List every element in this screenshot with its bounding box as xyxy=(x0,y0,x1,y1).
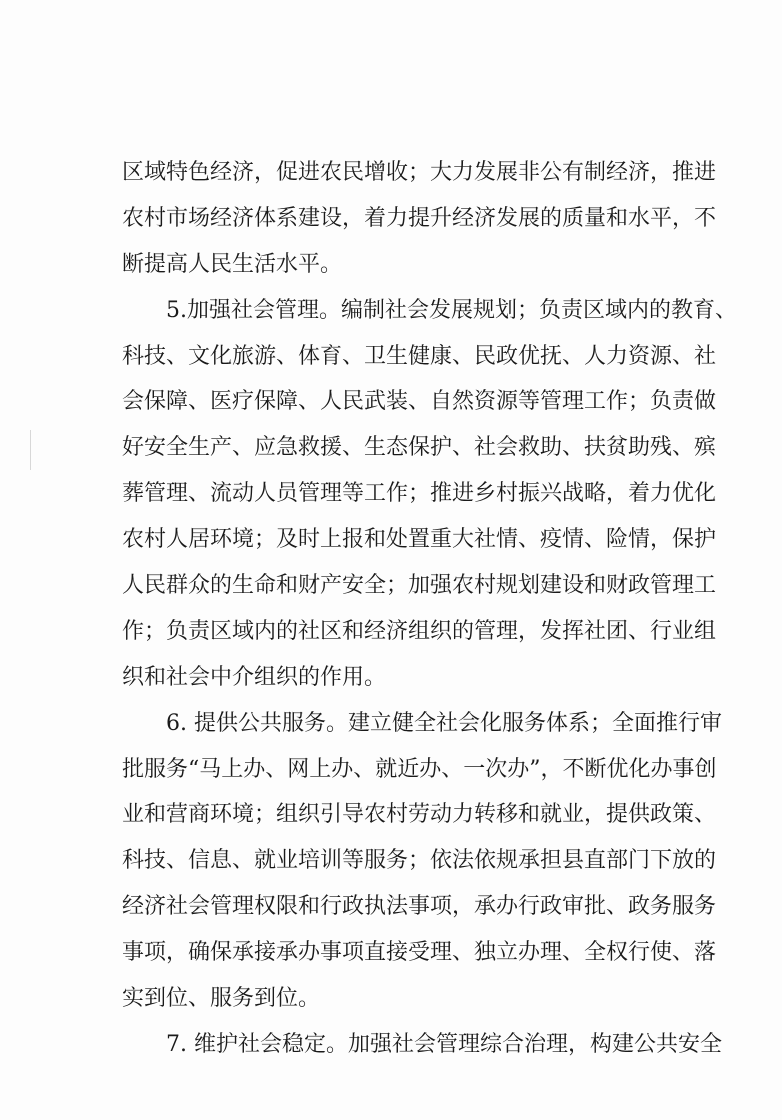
text-line: 业和营商环境；组织引导农村劳动力转移和就业，提供政策、 xyxy=(122,802,717,828)
text-line: 实到位、服务到位。 xyxy=(122,986,321,1012)
text-line: 批服务“马上办、网上办、就近办、一次办”，不断优化办事创 xyxy=(122,756,717,782)
section-7-heading-line: 7. 维护社会稳定。加强社会管理综合治理，构建公共安全 xyxy=(166,1031,722,1057)
text-line: 好安全生产、应急救援、生态保护、社会救助、扶贫助残、殡 xyxy=(122,435,717,461)
text-line: 人民群众的生命和财产安全；加强农村规划建设和财政管理工 xyxy=(122,573,717,599)
text-line: 事项，确保承接承办事项直接受理、独立办理、全权行使、落 xyxy=(122,940,717,966)
scan-margin-mark xyxy=(30,430,31,470)
text-line: 葬管理、流动人员管理等工作；推进乡村振兴战略，着力优化 xyxy=(122,481,717,507)
text-line: 织和社会中介组织的作用。 xyxy=(122,664,387,690)
text-line: 作；负责区域内的社区和经济组织的管理，发挥社团、行业组 xyxy=(122,618,717,644)
section-5-heading-line: 5.加强社会管理。编制社会发展规划；负责区域内的教育、 xyxy=(166,297,737,323)
text-line: 农村人居环境；及时上报和处置重大社情、疫情、险情，保护 xyxy=(122,527,717,553)
text-line: 科技、文化旅游、体育、卫生健康、民政优抚、人力资源、社 xyxy=(122,343,717,369)
text-line: 会保障、医疗保障、人民武装、自然资源等管理工作；负责做 xyxy=(122,389,717,415)
section-6-heading-line: 6. 提供公共服务。建立健全社会化服务体系；全面推行审 xyxy=(166,710,722,736)
text-line: 区域特色经济，促进农民增收；大力发展非公有制经济，推进 xyxy=(122,160,717,185)
text-line: 农村市场经济体系建设，着力提升经济发展的质量和水平，不 xyxy=(122,205,717,231)
text-line: 断提高人民生活水平。 xyxy=(122,251,343,277)
text-line: 科技、信息、就业培训等服务；依法依规承担县直部门下放的 xyxy=(122,848,717,874)
body-text xyxy=(122,150,737,1068)
text-line: 经济社会管理权限和行政执法事项，承办行政审批、政务服务 xyxy=(122,894,717,920)
